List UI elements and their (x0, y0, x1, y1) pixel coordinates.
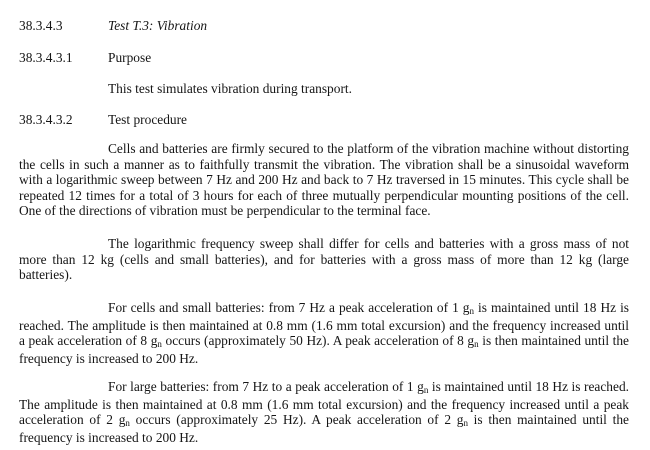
text-segment: occurs (approximately 25 Hz). A peak acceleration of 2 g (129, 412, 464, 428)
subscript-n: n (423, 385, 429, 395)
text-segment: For large batteries: from 7 Hz to a peak acceleration of 1 g (108, 379, 424, 394)
section-title: Test procedure (108, 112, 187, 127)
text-segment: is maintained until 18 Hz is reached. The amplitude is then maintained at 0.8 mm (1.6 mm total excursion) and the frequency increased until a peak acceleration of 2 g (19, 379, 629, 428)
text-segment: For cells and small batteries: from 7 Hz a peak acceleration of 1 g (108, 300, 470, 315)
subscript-n: n (463, 418, 468, 429)
section-number: 38.3.4.3 (19, 18, 63, 33)
subscript-n: n (157, 339, 162, 350)
paragraph-sweep-mass: The logarithmic frequency sweep shall differ for cells and batteries with a gross mass of not more than 12 kg (cells and small batteries), and for batteries with a gross mass of more than 12 kg (large batteries). (19, 236, 629, 283)
subscript-n: n (125, 418, 130, 429)
section-number: 38.3.4.3.2 (19, 112, 73, 127)
section-number: 38.3.4.3.1 (19, 50, 73, 65)
paragraph-mounting: Cells and batteries are firmly secured to the platform of the vibration machine without distorting the cells in such a manner as to faithfully transmit the vibration. The vibration shall be a sinusoidal waveform with a logarithmic sweep between 7 Hz and 200 Hz and back to 7 Hz traversed in 15 minutes. This cycle shall be repeated 12 times for a total of 3 hours for each of three mutually perpendicular mounting positions of the cell. One of the directions of vibration must be perpendicular to the terminal face. (19, 141, 629, 219)
subscript-n: n (469, 306, 475, 316)
paragraph-large-batteries (19, 379, 629, 445)
section-title: Purpose (108, 50, 152, 65)
text-segment: is maintained until 18 Hz is reached. The amplitude is then maintained at 0.8 mm (1.6 mm total excursion) and the frequency increased until a peak acceleration of 8 g (19, 300, 630, 349)
purpose-text: This test simulates vibration during transport. (108, 81, 352, 96)
subscript-n: n (474, 339, 479, 350)
paragraph-small-batteries (19, 300, 629, 366)
text-segment: occurs (approximately 50 Hz). A peak acceleration of 8 g (161, 333, 475, 349)
text-segment: is then maintained until the frequency is increased to 200 Hz. (19, 333, 629, 366)
text-segment: is then maintained until the frequency is increased to 200 Hz. (19, 412, 629, 445)
section-title: Test T.3: Vibration (108, 18, 208, 33)
